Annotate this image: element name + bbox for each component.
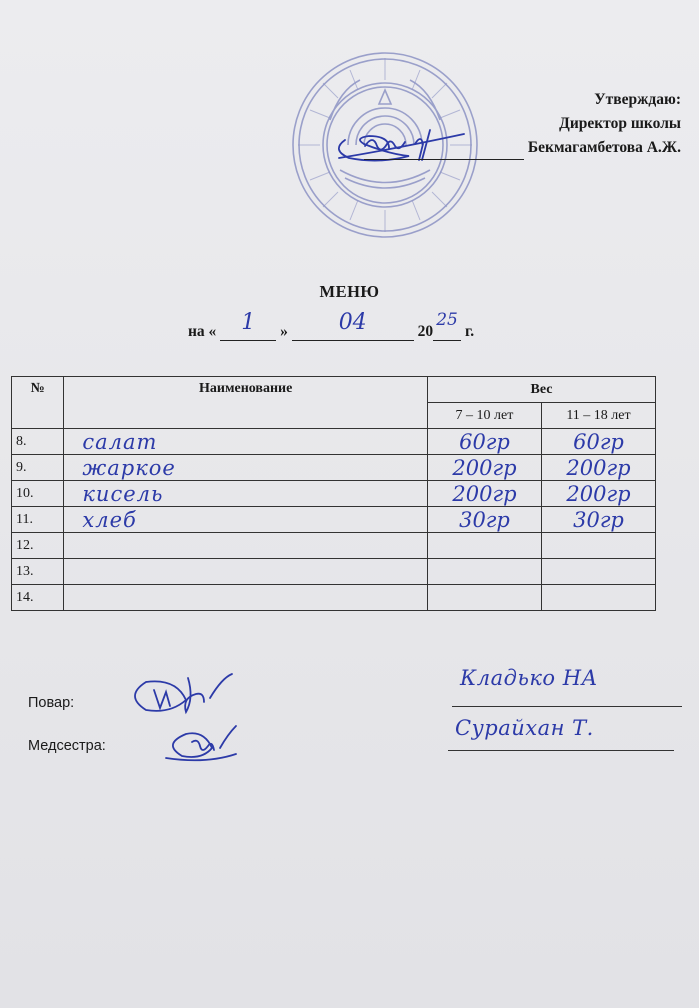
table-row bbox=[12, 455, 656, 481]
nurse-signature bbox=[160, 722, 240, 766]
dish-cell bbox=[64, 507, 428, 533]
header-age-7-10: 7 – 10 лет bbox=[427, 403, 541, 429]
weight-7-10-cell bbox=[427, 481, 541, 507]
weight-11-18: 200гр bbox=[566, 455, 631, 480]
menu-table bbox=[11, 376, 656, 611]
cook-signature bbox=[118, 668, 236, 720]
weight-11-18-cell bbox=[541, 481, 655, 507]
date-year-prefix: 20 bbox=[417, 323, 434, 340]
approval-block bbox=[364, 88, 681, 160]
date-suffix: г. bbox=[464, 323, 475, 340]
dish-cell bbox=[64, 429, 428, 455]
approval-line2: Директор школы bbox=[559, 115, 681, 132]
row-number: 10. bbox=[12, 481, 64, 507]
row-number: 9. bbox=[12, 455, 64, 481]
row-number: 8. bbox=[12, 429, 64, 455]
table-row bbox=[12, 559, 656, 585]
header-weight: Вес bbox=[427, 377, 655, 403]
date-mid: » bbox=[280, 323, 288, 340]
date-day: 1 bbox=[241, 310, 256, 335]
date-month: 04 bbox=[338, 310, 367, 335]
nurse-name: Сурайхан Т. bbox=[455, 716, 594, 740]
weight-11-18: 200гр bbox=[566, 481, 631, 506]
nurse-name-underline bbox=[448, 750, 674, 751]
signature-underline bbox=[364, 141, 524, 160]
approval-signature-line bbox=[364, 136, 681, 160]
nurse-label: Медсестра: bbox=[28, 738, 106, 754]
weight-7-10-cell bbox=[427, 455, 541, 481]
weight-7-10-cell bbox=[427, 533, 541, 559]
row-number: 12. bbox=[12, 533, 64, 559]
weight-7-10: 30гр bbox=[459, 507, 510, 532]
cook-name: Кладько НА bbox=[460, 666, 598, 690]
weight-11-18-cell bbox=[541, 429, 655, 455]
date-year: 25 bbox=[436, 310, 458, 330]
dish-cell bbox=[64, 455, 428, 481]
weight-11-18: 60гр bbox=[573, 429, 624, 454]
weight-7-10: 60гр bbox=[459, 429, 510, 454]
director-name: Бекмагамбетова А.Ж. bbox=[527, 139, 681, 156]
weight-7-10-cell bbox=[427, 585, 541, 611]
dish-cell bbox=[64, 559, 428, 585]
dish-name: салат bbox=[82, 429, 158, 454]
table-row bbox=[12, 533, 656, 559]
header-age-11-18: 11 – 18 лет bbox=[541, 403, 655, 429]
row-number: 13. bbox=[12, 559, 64, 585]
cook-label: Повар: bbox=[28, 695, 75, 711]
weight-11-18-cell bbox=[541, 533, 655, 559]
table-row bbox=[12, 585, 656, 611]
weight-11-18-cell bbox=[541, 559, 655, 585]
weight-7-10: 200гр bbox=[452, 455, 517, 480]
row-number: 14. bbox=[12, 585, 64, 611]
weight-7-10-cell bbox=[427, 507, 541, 533]
weight-7-10: 200гр bbox=[452, 481, 517, 506]
date-prefix: на « bbox=[188, 323, 217, 340]
dish-cell bbox=[64, 481, 428, 507]
date-day-blank bbox=[220, 310, 276, 341]
dish-name: жаркое bbox=[82, 455, 176, 480]
dish-cell bbox=[64, 585, 428, 611]
row-number: 11. bbox=[12, 507, 64, 533]
table-row bbox=[12, 429, 656, 455]
weight-11-18-cell bbox=[541, 507, 655, 533]
table-row bbox=[12, 507, 656, 533]
weight-11-18: 30гр bbox=[573, 507, 624, 532]
date-year-blank bbox=[433, 310, 461, 341]
dish-name: хлеб bbox=[82, 507, 137, 532]
weight-11-18-cell bbox=[541, 585, 655, 611]
weight-7-10-cell bbox=[427, 429, 541, 455]
date-line bbox=[188, 310, 475, 341]
table-row bbox=[12, 481, 656, 507]
dish-name: кисель bbox=[82, 481, 164, 506]
weight-7-10-cell bbox=[427, 559, 541, 585]
header-num: № bbox=[12, 377, 64, 429]
header-name: Наименование bbox=[64, 377, 428, 429]
page-title: МЕНЮ bbox=[319, 282, 380, 301]
cook-name-underline bbox=[452, 706, 682, 707]
weight-11-18-cell bbox=[541, 455, 655, 481]
approval-line1: Утверждаю: bbox=[594, 91, 681, 108]
date-month-blank bbox=[292, 310, 414, 341]
dish-cell bbox=[64, 533, 428, 559]
